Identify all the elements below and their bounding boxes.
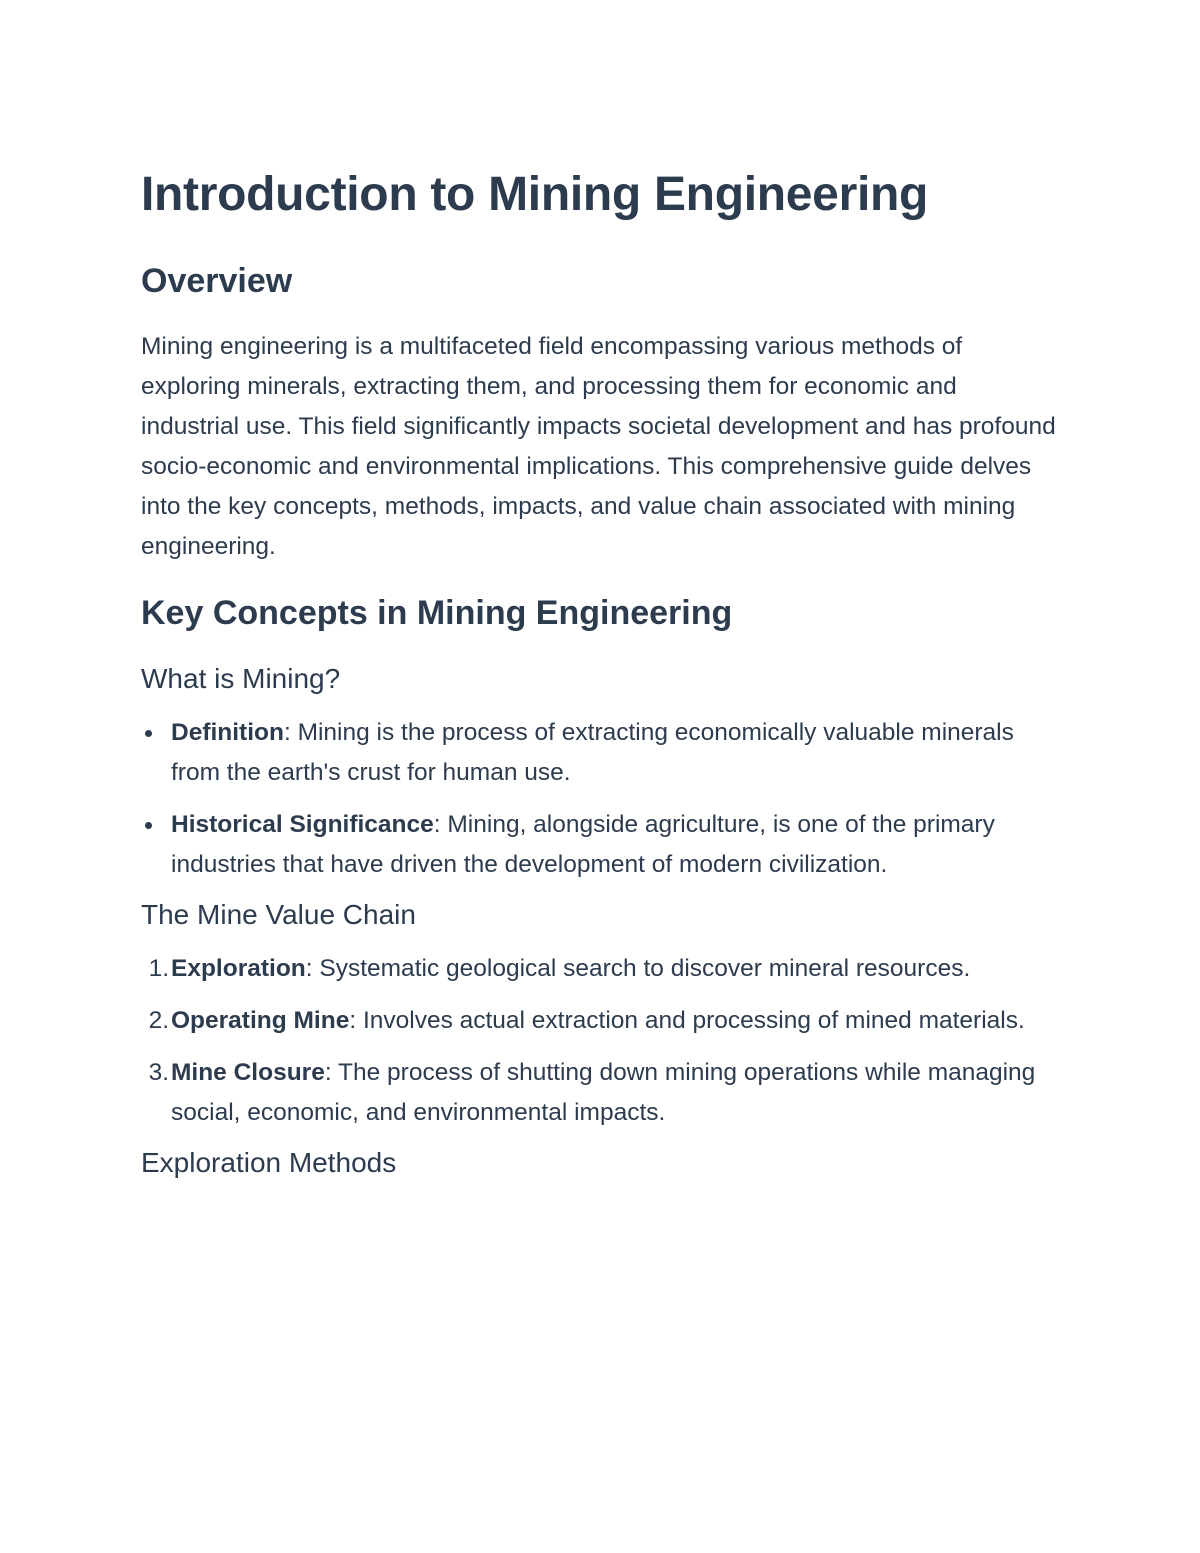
subheading-mine-value-chain: The Mine Value Chain — [141, 899, 416, 930]
list-item-text: : Mining is the process of extracting economically valuable minerals from the earth's crust for human use. — [171, 719, 1014, 786]
subheading-exploration-methods: Exploration Methods — [141, 1147, 397, 1178]
list-item-number: 2. — [148, 1007, 169, 1034]
list-item — [148, 1001, 1060, 1041]
subheading-what-is-mining: What is Mining? — [141, 663, 341, 694]
list-item-text: : Mining, alongside agriculture, is one of the primary industries that have driven the development of modern civilization. — [171, 811, 995, 878]
list-item-term: Operating Mine — [171, 1007, 350, 1034]
what-is-mining-list — [141, 713, 1060, 885]
list-item — [148, 949, 1060, 989]
list-item-number: 1. — [148, 955, 169, 982]
list-item — [171, 713, 1060, 793]
overview-paragraph: Mining engineering is a multifaceted field encompassing various methods of exploring minerals, extracting them, and processing them for economic and industrial use. This field significantly impacts societal development and has profound socio-economic and environmental implications. This comprehensive guide delves into the key concepts, methods, impacts, and value chain associated with mining engineering. — [141, 333, 1056, 560]
list-item — [148, 1053, 1060, 1133]
value-chain-list — [141, 949, 1060, 1133]
list-item-term: Historical Significance — [171, 811, 434, 838]
list-item-term: Mine Closure — [171, 1059, 325, 1086]
list-item-number: 3. — [148, 1059, 169, 1086]
list-item-text: : The process of shutting down mining operations while managing social, economic, and environmental impacts. — [171, 1059, 1036, 1126]
bullet-icon — [145, 822, 152, 829]
list-item-text: : Systematic geological search to discover mineral resources. — [305, 955, 971, 982]
page-title: Introduction to Mining Engineering — [141, 168, 929, 221]
list-item-term: Definition — [171, 719, 284, 746]
bullet-icon — [145, 730, 152, 737]
list-item-term: Exploration — [171, 955, 306, 982]
section-heading-key-concepts: Key Concepts in Mining Engineering — [141, 594, 733, 632]
list-item — [171, 805, 1060, 885]
list-item-text: : Involves actual extraction and processing of mined materials. — [349, 1007, 1025, 1034]
section-heading-overview: Overview — [141, 262, 293, 300]
